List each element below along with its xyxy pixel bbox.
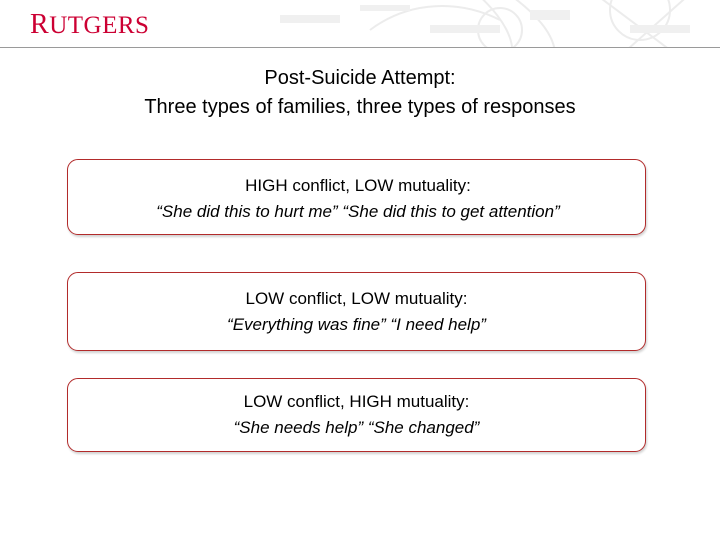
header-band — [0, 0, 720, 48]
card-quote: “Everything was fine” “I need help” — [227, 315, 486, 334]
response-card-high-conflict-low-mutuality — [67, 159, 646, 235]
logo-rest: UTGERS — [49, 12, 150, 39]
slide-title-line-2: Three types of families, three types of responses — [144, 96, 576, 118]
response-card-low-conflict-high-mutuality — [67, 378, 646, 452]
card-quote: “She did this to hurt me” “She did this to get attention” — [156, 202, 560, 221]
response-card-low-conflict-low-mutuality — [67, 272, 646, 351]
logo-initial: R — [30, 9, 50, 40]
card-heading: LOW conflict, HIGH mutuality: — [243, 392, 470, 411]
rutgers-logo — [30, 9, 149, 41]
card-text — [68, 286, 645, 338]
card-heading: LOW conflict, LOW mutuality: — [245, 289, 468, 308]
slide-title — [0, 64, 720, 122]
header-divider — [0, 47, 720, 48]
card-text — [68, 389, 645, 441]
card-heading: HIGH conflict, LOW mutuality: — [245, 176, 471, 195]
card-quote: “She needs help” “She changed” — [233, 418, 480, 437]
card-text — [138, 173, 578, 225]
slide-title-line-1: Post-Suicide Attempt: — [264, 67, 456, 89]
shield-watermark-icon — [170, 0, 720, 48]
